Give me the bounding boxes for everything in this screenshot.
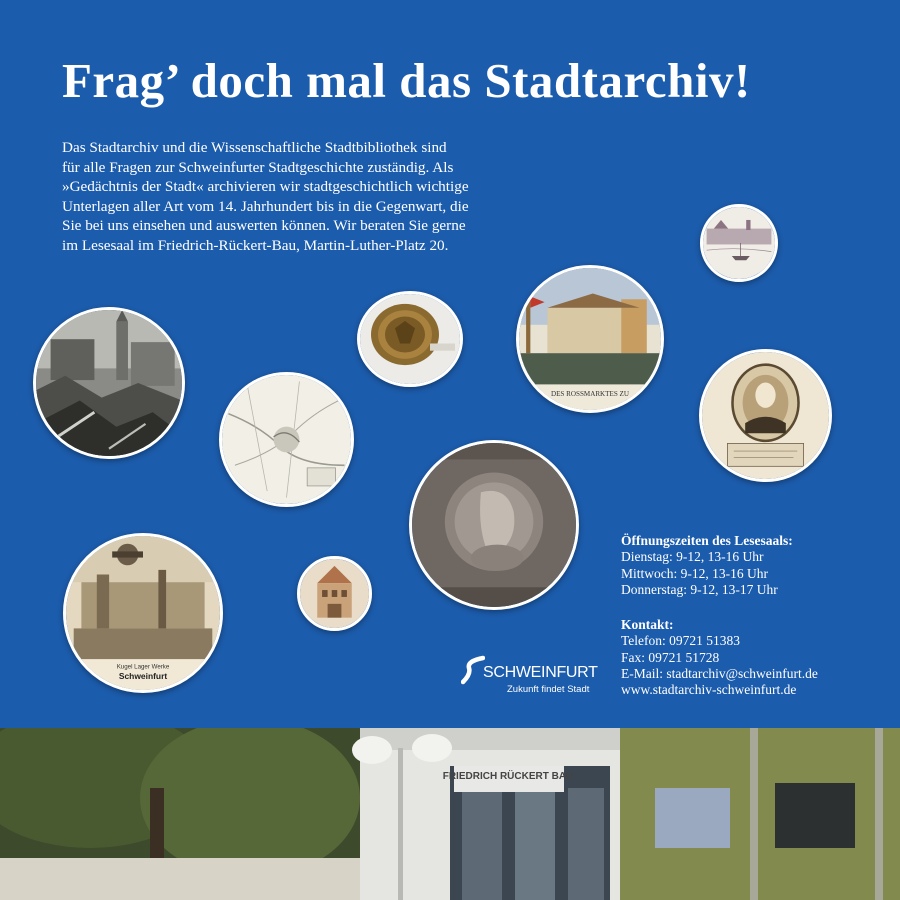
opening-hours-line: Mittwoch: 9-12, 13-16 Uhr	[621, 565, 768, 581]
building-photo-image	[0, 728, 900, 900]
relief-medallion-circle	[409, 440, 579, 610]
ruins-photo-circle	[33, 307, 185, 459]
contact-website[interactable]: www.stadtarchiv-schweinfurt.de	[621, 682, 797, 698]
contact-email[interactable]: E-Mail: stadtarchiv@schweinfurt.de	[621, 665, 818, 681]
contact-heading: Kontakt:	[621, 617, 674, 632]
townhall-circle	[297, 556, 372, 631]
page-title: Frag’ doch mal das Stadtarchiv!	[62, 53, 751, 108]
intro-line: Das Stadtarchiv und die Wissenschaftliche Stadtbibliothek sind	[62, 139, 447, 156]
opening-hours-line: Donnerstag: 9-12, 13-17 Uhr	[621, 581, 778, 597]
seal-image	[360, 294, 460, 384]
schweinfurt-logo	[461, 655, 601, 705]
city-map	[222, 375, 351, 504]
building-photo	[0, 728, 900, 900]
harbor-circle	[700, 204, 778, 282]
townhall-photo	[300, 559, 369, 628]
intro-line: im Lesesaal im Friedrich-Rückert-Bau, Martin-Luther-Platz 20.	[62, 236, 449, 254]
logo-tagline: Zukunft findet Stadt	[507, 684, 590, 695]
festival-print	[519, 268, 661, 410]
portrait-engraving-circle	[699, 349, 832, 482]
intro-text	[62, 138, 582, 255]
portrait-engraving	[702, 352, 829, 479]
contact-info	[621, 617, 891, 698]
opening-hours-heading: Öffnungszeiten des Lesesaals:	[621, 533, 793, 548]
factory-print	[66, 536, 220, 690]
contact-phone: Telefon: 09721 51383	[621, 633, 741, 649]
intro-line: »Gedächtnis der Stadt« archivieren wir stadtgeschichtlich wichtige	[62, 178, 469, 195]
opening-hours	[621, 533, 891, 598]
factory-caption: Schweinfurt	[118, 671, 168, 682]
festival-circle	[516, 265, 664, 413]
contact-fax: Fax: 09721 51728	[621, 649, 720, 665]
relief-medallion	[412, 443, 576, 607]
harbor-print	[703, 207, 775, 279]
intro-line: Unterlagen aller Art vom 14. Jahrhundert bis in die Gegenwart, die	[62, 197, 469, 215]
festival-caption: DES ROSSMARKTES ZU	[550, 389, 630, 398]
logo-name: SCHWEINFURT	[483, 664, 598, 681]
schweinfurt-logo-icon	[461, 655, 485, 685]
seal-circle	[357, 291, 463, 387]
factory-caption2: Kugel Lager Werke	[116, 663, 170, 671]
intro-line: Sie bei uns einsehen und auswerten können. Wir beraten Sie gerne	[62, 217, 466, 234]
map-circle	[219, 372, 354, 507]
factory-circle	[63, 533, 223, 693]
intro-line: für alle Fragen zur Schweinfurter Stadtgeschichte zuständig. Als	[62, 158, 454, 176]
building-sign: FRIEDRICH RÜCKERT BAU	[442, 771, 574, 782]
ruins-photo	[36, 310, 182, 456]
opening-hours-line: Dienstag: 9-12, 13-16 Uhr	[621, 549, 764, 565]
